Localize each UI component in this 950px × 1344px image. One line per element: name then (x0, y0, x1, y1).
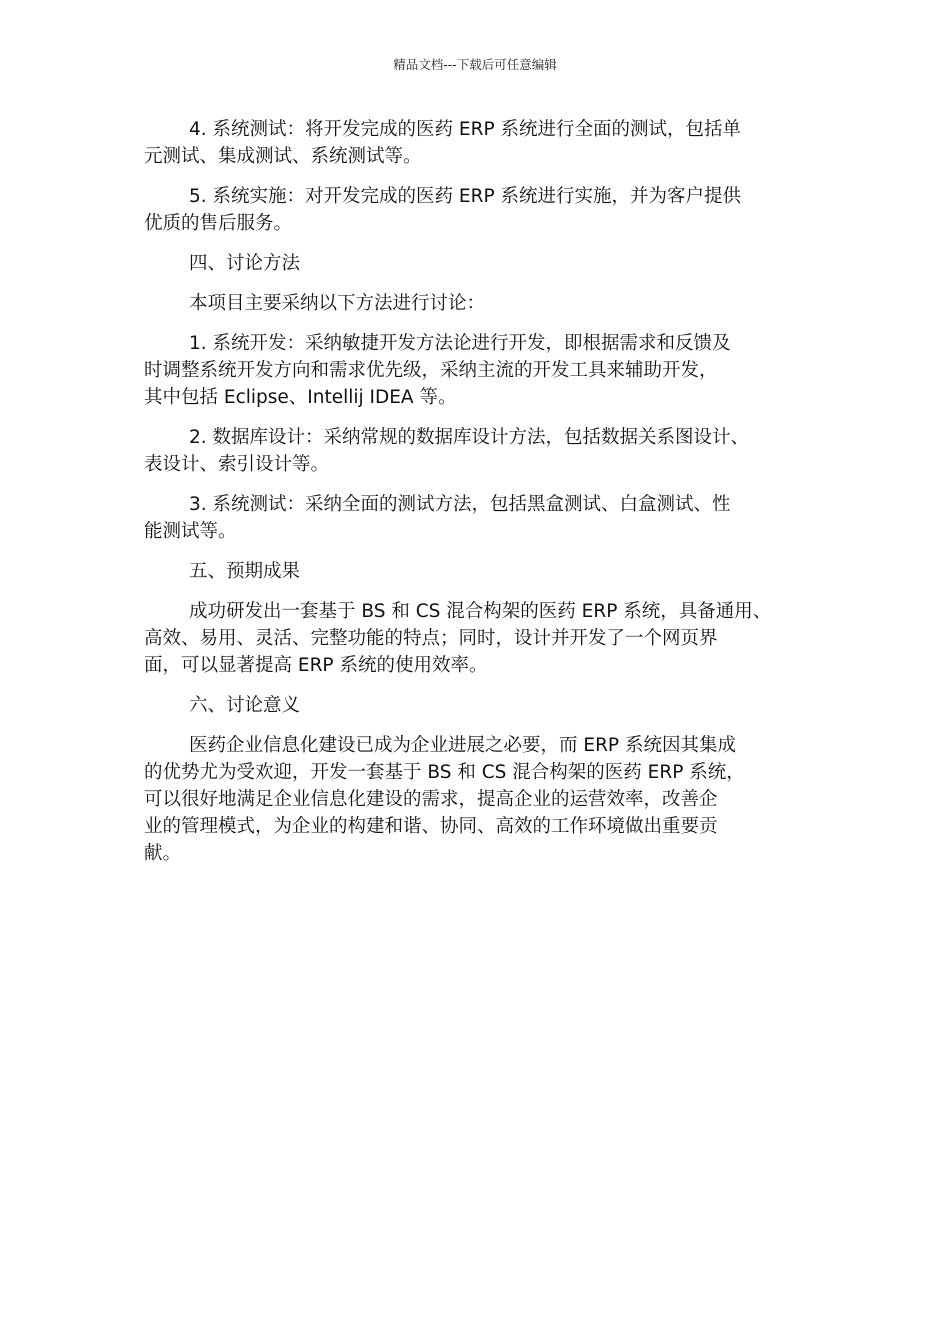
paragraph-significance (144, 732, 824, 867)
paragraph-line: 成功研发出一套基于 BS 和 CS 混合构架的医药 ERP 系统，具备通用、 (189, 601, 772, 622)
section-heading: 六、讨论意义 (189, 695, 301, 716)
section-heading-significance (144, 692, 824, 719)
paragraph-line: 5. 系统实施：对开发完成的医药 ERP 系统进行实施，并为客户提供 (189, 186, 741, 207)
paragraph-system-development (144, 330, 824, 411)
paragraph-line: 可以很好地满足企业信息化建设的需求，提高企业的运营效率，改善企 (144, 789, 718, 810)
section-heading-expected-results (144, 558, 824, 585)
section-heading: 五、预期成果 (189, 561, 301, 582)
paragraph-expected-results (144, 598, 824, 679)
paragraph-system-testing (144, 116, 824, 170)
paragraph-line: 1. 系统开发：采纳敏捷开发方法论进行开发，即根据需求和反馈及 (189, 333, 731, 354)
document-body (144, 116, 824, 880)
paragraph-database-design (144, 424, 824, 478)
paragraph-line: 献。 (144, 843, 182, 864)
paragraph-line: 时调整系统开发方向和需求优先级，采纳主流的开发工具来辅助开发， (144, 360, 718, 381)
section-heading: 四、讨论方法 (189, 253, 301, 274)
section-heading-methods (144, 250, 824, 277)
paragraph-line: 高效、易用、灵活、完整功能的特点；同时，设计并开发了一个网页界 (144, 628, 718, 649)
paragraph-line: 优质的售后服务。 (144, 213, 293, 234)
paragraph-methods-intro (144, 290, 824, 317)
paragraph-line: 面，可以显著提高 ERP 系统的使用效率。 (144, 655, 488, 676)
paragraph-line: 的优势尤为受欢迎，开发一套基于 BS 和 CS 混合构架的医药 ERP 系统， (144, 762, 745, 783)
paragraph-line: 2. 数据库设计：采纳常规的数据库设计方法，包括数据关系图设计、 (189, 427, 750, 448)
paragraph-line: 业的管理模式，为企业的构建和谐、协同、高效的工作环境做出重要贡 (144, 816, 718, 837)
paragraph-line: 元测试、集成测试、系统测试等。 (144, 146, 422, 167)
paragraph-system-implementation (144, 183, 824, 237)
paragraph-testing-method (144, 491, 824, 545)
paragraph-line: 表设计、索引设计等。 (144, 454, 330, 475)
paragraph-line: 能测试等。 (144, 521, 237, 542)
page-header: 精品文档---下载后可任意编辑 (393, 57, 557, 72)
paragraph-line: 医药企业信息化建设已成为企业进展之必要，而 ERP 系统因其集成 (189, 735, 736, 756)
paragraph-line: 3. 系统测试：采纳全面的测试方法，包括黑盒测试、白盒测试、性 (189, 494, 731, 515)
paragraph-line: 其中包括 Eclipse、Intellij IDEA 等。 (144, 387, 457, 408)
paragraph-line: 4. 系统测试：将开发完成的医药 ERP 系统进行全面的测试，包括单 (189, 119, 741, 140)
paragraph-line: 本项目主要采纳以下方法进行讨论： (189, 293, 486, 314)
